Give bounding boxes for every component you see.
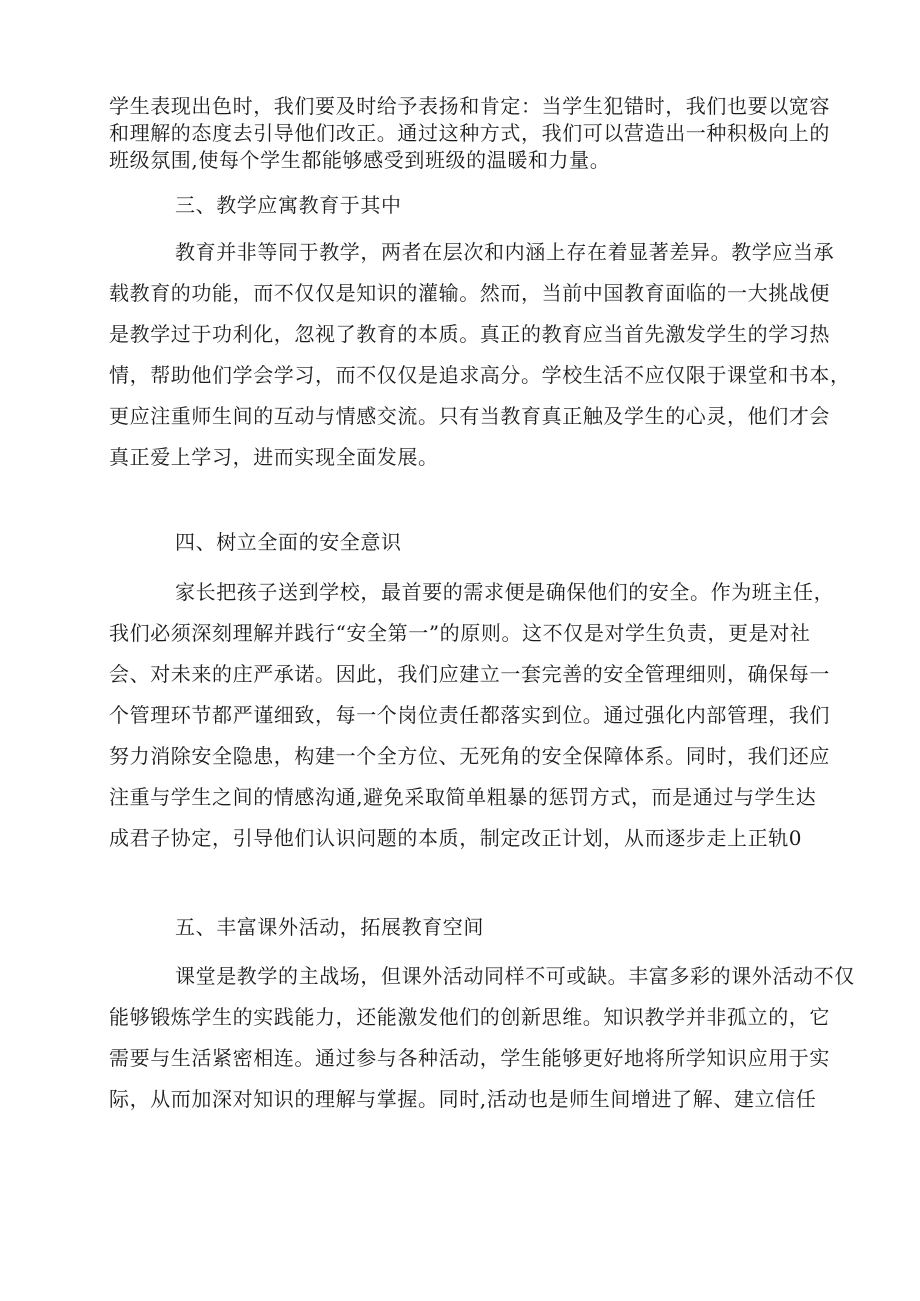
text-line: 家长把孩子送到学校，最首要的需求便是确保他们的安全。作为班主任， [175,580,835,604]
text-line: 际，从而加深对知识的理解与掌握。同时,活动也是师生间增进了解、建立信任 [109,1087,817,1111]
text-line: 注重与学生之间的情感沟通,避免采取简单粗暴的惩罚方式，而是通过与学生达 [109,785,817,809]
text-line: 是教学过于功利化，忽视了教育的本质。真正的教育应当首先激发学生的学习热 [109,322,830,346]
text-line: 能够锻炼学生的实践能力，还能激发他们的创新思维。知识教学并非孤立的，它 [109,1005,830,1029]
text-line: 会、对未来的庄严承诺。因此，我们应建立一套完善的安全管理细则，确保每一 [109,662,830,686]
section-heading-3: 三、教学应寓教育于其中 [175,193,402,217]
text-line: 学生表现出色时，我们要及时给予表扬和肯定：当学生犯错时，我们也要以宽容 [109,94,830,118]
paragraph-praise [109,93,830,174]
paragraph-activities [109,962,855,1126]
text-line: 课堂是教学的主战场，但课外活动同样不可或缺。丰富多彩的课外活动不仅 [175,964,855,988]
text-line: 教育并非等同于教学，两者在层次和内涵上存在着显著差异。教学应当承 [175,240,835,264]
text-line: 情，帮助他们学会学习，而不仅仅是追求高分。学校生活不应仅限于课堂和书本， [109,363,851,387]
text-line: 载教育的功能，而不仅仅是知识的灌输。然而，当前中国教育面临的一大挑战便 [109,281,830,305]
paragraph-safety [109,578,835,852]
section-heading-5: 五、丰富课外活动，拓展教育空间 [175,915,484,939]
text-line: 真正爱上学习，进而实现全面发展。 [109,445,439,469]
paragraph-teaching [109,238,851,471]
text-line: 个管理环节都严谨细致，每一个岗位责任都落实到位。通过强化内部管理，我们 [109,703,830,727]
text-line: 和理解的态度去引导他们改正。通过这种方式，我们可以营造出一种积极向上的 [109,121,830,145]
text-line: 需要与生活紧密相连。通过参与各种活动，学生能够更好地将所学知识应用于实 [109,1046,830,1070]
section-heading-4: 四、树立全面的安全意识 [175,530,402,554]
text-line: 更应注重师生间的互动与情感交流。只有当教育真正触及学生的心灵，他们才会 [109,404,830,428]
text-line: 努力消除安全隐患，构建一个全方位、无死角的安全保障体系。同时，我们还应 [109,744,830,768]
text-line: 班级氛围,使每个学生都能够感受到班级的温暖和力量。 [109,148,611,172]
text-line: 我们必须深刻理解并践行“安全第一”的原则。这不仅是对学生负责，更是对社 [109,621,811,645]
text-line: 成君子协定，引导他们认识问题的本质，制定改正计划，从而逐步走上正轨0 [109,826,803,850]
